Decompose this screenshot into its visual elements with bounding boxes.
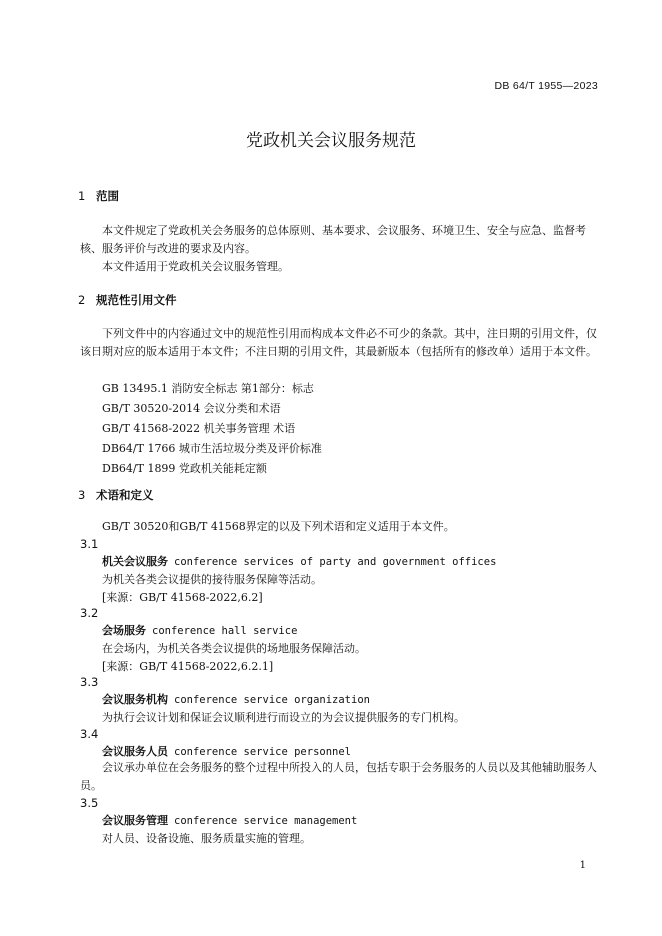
- reference-item: GB/T 41568-2022 机关事务管理 术语: [102, 422, 296, 435]
- reference-item: DB64/T 1899 党政机关能耗定额: [102, 462, 267, 475]
- section-title: 规范性引用文件: [96, 293, 177, 307]
- section-heading: [78, 188, 119, 204]
- term-en: conference service personnel: [174, 746, 352, 758]
- term-cn: 会议服务机构: [102, 693, 168, 706]
- section-number: 2: [78, 293, 86, 307]
- term-definition: 在会场内，为机关各类会议提供的场地服务保障活动。: [102, 642, 366, 655]
- term-definition: 会议承办单位在会务服务的整个过程中所投入的人员，包括专职于会务服务的人员以及其他辅助服务人员。: [80, 761, 597, 792]
- paragraph: 下列文件中的内容通过文中的规范性引用而构成本文件必不可少的条款。其中，注日期的引用文件，仅该日期对应的版本适用于本文件；不注日期的引用文件，其最新版本（包括所有的修改单）适用于本文件。: [80, 327, 597, 358]
- term-cn: 会议服务管理: [102, 814, 168, 827]
- term-number: 3.4: [80, 727, 99, 741]
- paragraph: GB/T 30520和GB/T 41568界定的以及下列术语和定义适用于本文件。: [102, 520, 455, 533]
- term-cn: 会议服务人员: [102, 745, 168, 758]
- term-number: 3.1: [80, 537, 99, 551]
- section-heading: [78, 292, 177, 308]
- paragraph: 本文件规定了党政机关会务服务的总体原则、基本要求、会议服务、环境卫生、安全与应急、监督考核、服务评价与改进的要求及内容。: [80, 224, 586, 255]
- term-cn: 机关会议服务: [102, 555, 168, 568]
- section-title: 范围: [96, 189, 119, 203]
- document-title: 党政机关会议服务规范: [246, 131, 416, 151]
- term-number: 3.2: [80, 606, 99, 620]
- reference-item: GB/T 30520-2014 会议分类和术语: [102, 402, 281, 415]
- term-en: conference services of party and government offices: [174, 556, 497, 568]
- term-heading: [102, 743, 351, 759]
- term-en: conference service organization: [174, 694, 370, 706]
- term-definition: 对人员、设备设施、服务质量实施的管理。: [102, 832, 311, 845]
- term-heading: [102, 553, 496, 569]
- section-heading: [78, 487, 154, 503]
- term-source: [来源：GB/T 41568-2022,6.2]: [102, 591, 263, 604]
- reference-item: DB64/T 1766 城市生活垃圾分类及评价标准: [102, 442, 322, 455]
- term-heading: [102, 691, 370, 707]
- paragraph: 本文件适用于党政机关会议服务管理。: [102, 260, 289, 273]
- term-number: 3.3: [80, 675, 99, 689]
- term-cn: 会场服务: [102, 624, 146, 637]
- reference-item: GB 13495.1 消防安全标志 第1部分：标志: [102, 382, 314, 395]
- term-heading: [102, 812, 357, 828]
- term-definition: 为机关各类会议提供的接待服务保障等活动。: [102, 573, 322, 586]
- section-number: 1: [78, 189, 86, 203]
- term-heading: [102, 622, 297, 638]
- term-number: 3.5: [80, 796, 99, 810]
- page-number: 1: [579, 860, 586, 871]
- document-code: DB 64/T 1955—2023: [494, 80, 598, 92]
- term-en: conference hall service: [152, 625, 298, 637]
- term-definition: 为执行会议计划和保证会议顺利进行而设立的为会议提供服务的专门机构。: [102, 711, 465, 724]
- section-title: 术语和定义: [96, 488, 154, 502]
- term-en: conference service management: [174, 815, 358, 827]
- term-source: [来源：GB/T 41568-2022,6.2.1]: [102, 660, 274, 673]
- section-number: 3: [78, 488, 86, 502]
